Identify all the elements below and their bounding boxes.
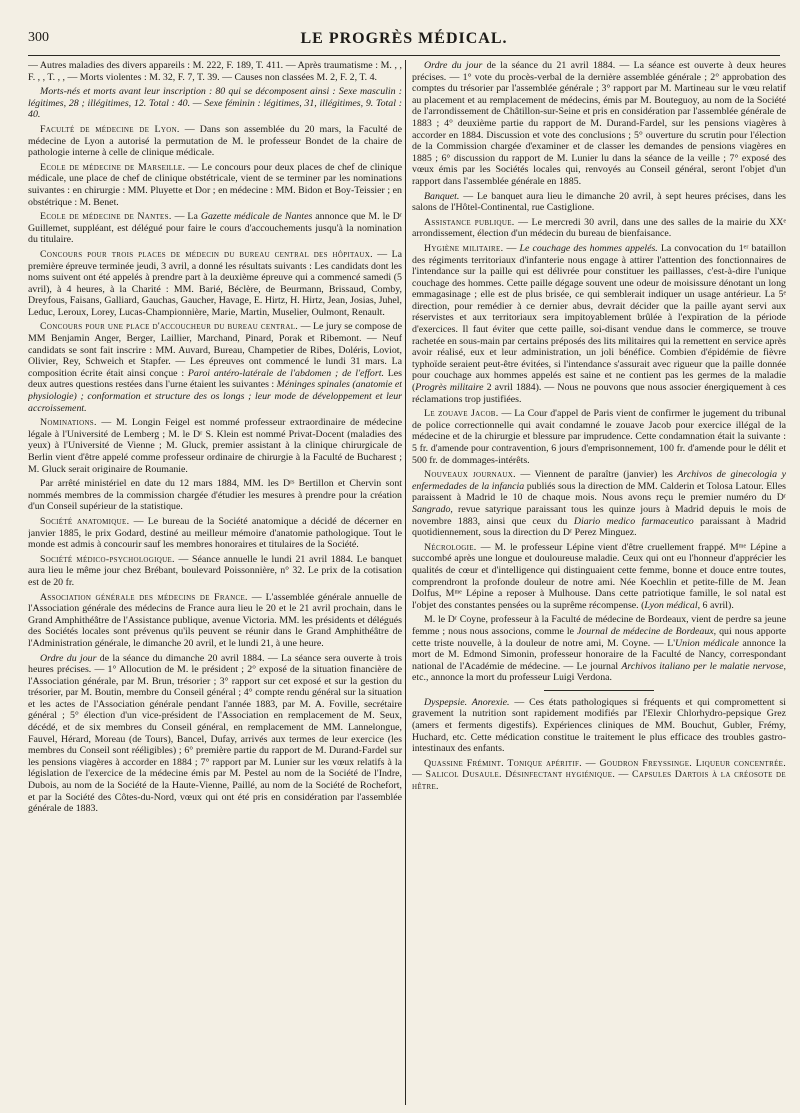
societe-psycho-notice	[28, 554, 402, 589]
journaux-sangrado-title: Sangrado	[412, 503, 451, 515]
concours-hopitaux-heading: Concours pour trois places de médecin du bureau central des hôpitaux.	[40, 248, 373, 260]
page-header	[28, 30, 780, 50]
journaux-text-g: paraissant à Madrid quotidiennement, sous la direction du Dʳ Perez Minguez.	[412, 515, 786, 539]
journaux-notice	[412, 469, 786, 539]
nominations-text: — M. Longin Feigel est nommé professeur extraordinaire de médecine légale à l'Université de Lemberg ; M. le Dʳ S. Klein est nommé Privat-Docent (maladies des yeux) à l'Université de Vienne ; M. Gluck, premier assistant à la clinique chirurgicale de Berlin vient d'être appelé comme professeur ordinaire de chirurgie à la Faculté de Bucharest ; M. Gluck serait originaire de Roumanie.	[28, 417, 402, 475]
societe-anatomique-notice	[28, 516, 402, 551]
nominations-notice	[28, 417, 402, 475]
societe-psycho-heading: Société médico-psychologique.	[40, 553, 175, 565]
zouave-text: — La Cour d'appel de Paris vient de confirmer le jugement du tribunal de police correctionnelle qui avait condamné le zouave Jacob pour exercice illégal de la médecine et de la chirurgie et blessure par imprudence. Cette condamnation était la suivante : 5 fr. d'amende pour contravention, 6 jours d'emprisonnement, 100 fr. d'amende pour le délit et 500 fr. de dommages-intérêts.	[412, 408, 786, 466]
journaux-heading: Nouveaux journaux.	[424, 469, 516, 481]
products-ad: Quassine Frémint. Tonique apéritif. — Goudron Freyssinge. Liqueur concentrée. — Salicol Dusaule. Désinfectant hygiénique. — Capsules Dartois à la créosote de hêtre.	[412, 757, 786, 793]
necrologie-heading: Nécrologie.	[424, 541, 477, 553]
ordre-du-jour-20-avril	[28, 653, 402, 815]
right-column	[412, 60, 786, 1105]
marseille-heading: Ecole de médecine de Marseille.	[40, 161, 186, 173]
nantes-text-a: — La	[171, 211, 201, 223]
societe-psycho-text: — Séance annuelle le lundi 21 avril 1884. Le banquet aura lieu le même jour chez Brébant, boulevard Poissonnière, n° 32. Le prix de la cotisation est de 20 fr.	[28, 553, 402, 588]
association-notice	[28, 592, 402, 650]
nantes-heading: Ecole de médecine de Nantes.	[40, 211, 172, 223]
societe-anatomique-text: — Le bureau de la Société anatomique a décidé de décerner en janvier 1885, le prix Godard, destiné au meilleur mémoire d'anatomie pathologique. Tout le monde est admis à concourir sauf les membres honoraires et titulaires de la Société.	[28, 515, 402, 551]
banquet-text: — Le banquet aura lieu le dimanche 20 avril, à sept heures précises, dans les salons de l'Hôtel-Continental, rue Castiglione.	[412, 190, 786, 214]
association-text: — L'assemblée générale annuelle de l'Association générale des médecins de France aura lieu le 20 et le 21 avril prochain, dans le Grand Amphithéâtre de l'Assistance publique, avenue Victoria. MM. les présidents et délégués des Sociétés locales sont prévenus qu'ils peuvent se réunir dans le Grand Amphithéâtre de l'Administration générale, le dimanche 20 avril, et le lundi 21, à une heure.	[28, 591, 402, 649]
header-rule	[28, 55, 780, 56]
dyspepsie-ad	[412, 697, 786, 755]
page-number: 300	[28, 30, 49, 45]
hygiene-text: La convocation du 1ᵉʳ bataillon des régiments territoriaux d'infanterie nous engage à attirer l'attention des fonctionnaires de l'intendance sur la paille qui est délivrée pour constituer les paillasses, c'est-à-dire l'unique couchage des hommes. Cette paille dégage souvent une odeur de moisissure dénotant un long emmagasinage ; elle est de plus brisée, ce qui semblerait indiquer un usage antérieur. La 5ᵉ direction, pour remédier à ce dernier abus, devrait décider que la paille ayant servi aux réservistes et aux territoriaux sera impitoyablement brûlée à l'expiration de la période d'exercices. Il faut éviter que cette paille, soi-disant vendue dans le commerce, se trouve rachetée en sous-main par certains préposés des lits militaires qui la remettent en service après avoir réalisé, eux et leur administration, un joli bénéfice. Combien d'épidémie de fièvre typhoïde seraient peut-être évitées, si l'intendance s'assurait avec rigueur que la paille donnée pour couchage aux hommes appelés est saine et ne contient pas les germes de la maladie (	[412, 242, 786, 394]
journaux-archivos-title: Archivos de ginecologia y enfermedades de la infancia	[412, 469, 786, 492]
journaux-text-a: — Viennent de paraître (janvier) les	[515, 469, 678, 481]
societe-anatomique-heading: Société anatomique.	[40, 515, 130, 527]
ordre-du-jour-20-text: de la séance du dimanche 20 avril 1884. — La séance sera ouverte à trois heures précises. — 1° Allocution de M. le président ; 2° exposé de la situation financière de l'Association générale, par M. Brun, trésorier ; 3° rapport sur cet exposé et sur la gestion du trésorier, par M. Boutin, membre du Conseil général ; 4° compte rendu général sur la situation et les actes de l'Association générale pendant l'année 1883, par M. A. Foville, secrétaire général ; 5° élection d'un vice-président de l'Association en remplacement de M. Seux, décédé, et de six membres du Conseil général, en remplacement de MM. Lannelongue, Fauvel, Hérard, Moreau (de Tours), Bancel, Dufay, arrivés aux termes de leur exercice (les membres du Conseil sont rééligibles) ; 6° première partie du rapport de M. Durand-Fardel sur les pensions viagères à accorder en 1884 ; 7° rapport par M. Lunier sur les vœux relatifs à la législation de l'exercice de la médecine émis par M. Pestel au nom de la Société de l'Indre, Dubois, au nom de la Société de la Haute-Vienne, Paillé, au nom de la Société de Rochefort, et par la Société des Côtes-du-Nord, vœux qui ont été pris en considération par l'assemblée générale de 1883.	[28, 652, 402, 815]
dyspepsie-title: Dyspepsie. Anorexie.	[424, 696, 510, 708]
journal-title: LE PROGRÈS MÉDICAL.	[300, 30, 508, 47]
concours-accoucheur-notice	[28, 321, 402, 414]
concours-accoucheur-text-a: — Le jury se compose de MM Benjamin Anger, Berger, Laillier, Marchand, Pinard, Porak et Ribemont. — Neuf candidats se sont fait inscrire : MM. Auvard, Bureau, Champetier de Ribes, Doléris, Loviot, Olivier, Rey, Schweich et Stapfer. — Les épreuves ont commencé le lundi 31 mars. La composition écrite était ainsi conçue :	[28, 321, 402, 379]
coyne-archivos-title: Archivos italiano per le malatie nervose	[621, 660, 784, 672]
stillbirths-paragraph: Morts-nés et morts avant leur inscription : 80 qui se décomposent ainsi : Sexe masculin : légitimes, 28 ; illégitimes, 12. Total : 40. — Sexe féminin : légitimes, 31, illégitimes, 9. Total : 40.	[28, 86, 402, 121]
ordre-du-jour-21-text: de la séance du 21 avril 1884. — La séance est ouverte à deux heures précises. — 1° vote du procès-verbal de la dernière assemblée générale ; 2° approbation des comptes du trésorier par l'assemblée générale ; 3° rapport par M. Martineau sur le vœu relatif au placement et au remplacement de médecins, émis par M. Bouteguoy, au nom de la Société de l'arrondissement de Châtillon-sur-Seine et pris en considération par l'assemblée générale de 1883 ; 4° deuxième partie du rapport de M. Durand-Fardel, sur les pensions viagères à accorder en 1884. Discussion et vote des conclusions ; 5° ouverture du scrutin pour l'élection de la Commission chargée d'examiner et de classer les demandes de pensions viagères en 1885 ; 6° discussion du rapport de M. Lunier lu dans la séance de la veille ; 7° exposé des vœux émis par les Sociétés locales qui, renvoyés au Conseil général, seront l'objet d'un rapport dans l'assemblée générale en 1885.	[412, 60, 786, 187]
coyne-notice	[412, 614, 786, 684]
hygiene-heading: Hygiène militaire.	[424, 242, 504, 254]
stats-paragraph: — Autres maladies des divers appareils : M. 222, F. 189, T. 411. — Après traumatisme : M. , , F. , , T. , , — Morts violentes : M. 32, F. 7, T. 39. — Causes non classées M. 2, F. 2, T. 4.	[28, 60, 402, 83]
ordre-du-jour-label: Ordre du jour	[40, 652, 97, 664]
column-divider	[405, 60, 406, 1105]
marseille-notice	[28, 162, 402, 208]
ordre-du-jour-21-label: Ordre du jour	[424, 60, 483, 71]
nantes-gazette-title: Gazette médicale de Nantes	[200, 211, 313, 223]
concours-accoucheur-text-c: Les deux autres questions restées dans l'urne étaient les suivantes :	[28, 367, 402, 391]
concours-accoucheur-questions: Méninges spinales (anatomie et physiologie) ; conformation et structure des os longs ; leur mode de développement et leur accroissement.	[28, 379, 402, 414]
coyne-text-a: M. le Dʳ Coyne, professeur à la Faculté de médecine de Bordeaux, vient de perdre sa jeune femme ; nous nous associons, comme le	[412, 614, 786, 637]
coyne-text-g: , etc., annonce la mort du professeur Luigi Verdona.	[412, 660, 786, 684]
lyon-faculty-text: — Dans son assemblée du 20 mars, la Faculté de médecine de Lyon a autorisé la permutation de M. le professeur Bondet de la chaire de pathologie interne à celle de clinique médicale.	[28, 123, 402, 159]
hygiene-dash: —	[503, 242, 520, 254]
hygiene-source: Progrès militaire	[415, 382, 484, 394]
coyne-text-e: annonce la mort de M. Edmond Simonin, professeur honoraire de la Faculté de Nancy, correspondant national de l'Académie de médecine. — Le journal	[412, 637, 786, 672]
assistance-notice	[412, 217, 786, 240]
ordre-du-jour-21-avril	[412, 60, 786, 188]
dyspepsie-text: — Ces états pathologiques si fréquents et qui compromettent si gravement la nutrition sont rapidement modifiés par l'Elexir Chlorhydro-pepsique Grez (amers et ferments digestifs). Expériences cliniques de MM. Bouchut, Gubler, Frémy, Huchard, etc. Cette médication constitue le traitement le plus efficace des troubles gastro-intestinaux des enfants.	[412, 696, 786, 755]
arrete-paragraph: Par arrêté ministériel en date du 12 mars 1884, MM. les Dʳˢ Bertillon et Chervin sont nommés membres de la commission chargée d'étudier les mesures à prendre pour la création d'un Conseil supérieur de la statistique.	[28, 478, 402, 513]
section-divider	[544, 690, 654, 691]
marseille-text: — Le concours pour deux places de chef de clinique médicale, une place de chef de clinique obstétricale, vient de se terminer par les nominations suivantes : en chirurgie : MM. Pluyette et Dor ; en médecine : MM. Bidon et Boy-Teissier ; en obstétrique : M. Benet.	[28, 161, 402, 208]
necrologie-text: — M. le professeur Lépine vient d'être cruellement frappé. Mᵐᵉ Lépine a succombé après une longue et douloureuse maladie. Ceux qui ont eu l'honneur d'apprécier les qualités de cœur et d'intelligence qui distinguaient cette femme, bonne et douce entre toutes, comprendront la profonde douleur de notre ami. Née Koechlin et petite-fille de M. Jean Dolfus, Mᵐᵉ Lépine a reposer à Mulhouse. Dans cette patriotique famille, le sol natal est l'objet des constantes pensées ou la suprême récompense. (	[412, 541, 786, 611]
journaux-diario-title: Diario medico farmaceutico	[573, 515, 694, 527]
zouave-notice	[412, 408, 786, 466]
journaux-text-c: publiés sous la direction de MM. Calderin et Tolosa Latour. Elles paraissent à Madrid le 10 de chaque mois. Nous avons reçu le premier numéro du Dʳ	[412, 480, 786, 504]
association-heading: Association générale des médecins de France.	[40, 591, 248, 603]
concours-accoucheur-heading: Concours pour une place d'accoucheur du bureau central.	[40, 321, 299, 333]
necrologie-notice	[412, 542, 786, 612]
concours-hopitaux-notice	[28, 249, 402, 319]
banquet-notice	[412, 191, 786, 214]
assistance-text: — Le mercredi 30 avril, dans une des salles de la mairie du XXᵉ arrondissement, élection d'un médecin du bureau de bienfaisance.	[412, 216, 786, 240]
lyon-faculty-notice	[28, 124, 402, 159]
coyne-journal-title: Journal de médecine de Bordeaux	[576, 625, 714, 637]
left-column	[28, 60, 402, 1105]
nantes-text-c: annonce que M. le Dʳ Guillemet, suppléant, est délégué pour faire le cours d'accouchements jusqu'à la nomination du titulaire.	[28, 211, 402, 246]
banquet-label: Banquet.	[424, 190, 460, 202]
concours-hopitaux-text: — La première épreuve terminée jeudi, 3 avril, a donné les résultats suivants : Les candidats dont les noms suivent ont été appelés à prendre part à la deuxième épreuve qui a commencé samedi (5 avril), à 4 heures, à la Charité : MM. Barié, Béclère, de Beurmann, Brissaud, Comby, Dreyfous, Faisans, Galliard, Gauchas, Gaucher, Havage, E. Hirtz, H. Hirtz, Jean, Josias, Juhel, Leduc, Leroux, Lorey, Lucas-Championnière, Marie, Martin, Muselier, Oulmont, Renault.	[28, 248, 402, 318]
hygiene-subtitle: Le couchage des hommes appelés.	[519, 242, 658, 254]
nantes-notice	[28, 211, 402, 246]
hygiene-text-end: 2 avril 1884). — Nous ne pouvons que nous associer énergiquement à ces réclamations trop justifiées.	[412, 382, 786, 405]
concours-accoucheur-subject: Paroi antéro-latérale de l'abdomen ; de l'effort.	[187, 367, 384, 379]
journaux-text-e: , revue satyrique paraissant tous les quinze jours à Madrid depuis le mois de novembre 1883, ainsi que ceux du	[412, 503, 786, 527]
coyne-text-c: , qui nous apporte cette triste nouvelle, à la douleur de notre ami, M. Coyne. — L'	[412, 625, 786, 649]
lyon-faculty-heading: Faculté de médecine de Lyon.	[40, 123, 180, 135]
zouave-heading: Le zouave Jacob.	[424, 408, 499, 420]
assistance-heading: Assistance publique.	[424, 216, 515, 228]
coyne-union-title: Union médicale	[675, 637, 739, 649]
necrologie-text-end: , 6 avril).	[697, 599, 734, 611]
hygiene-notice	[412, 243, 786, 405]
nominations-heading: Nominations.	[40, 417, 97, 429]
necrologie-source: Lyon médical	[644, 599, 698, 611]
